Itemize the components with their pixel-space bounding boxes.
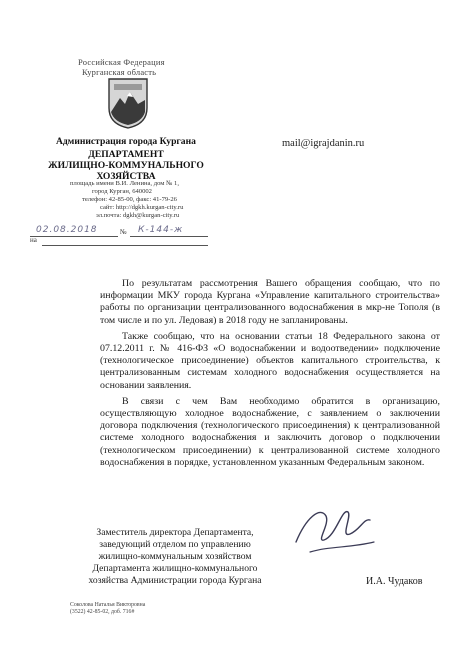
reply-to-underline xyxy=(42,245,208,246)
executor-name: Соколова Наталья Викторовна xyxy=(70,602,146,608)
reply-to-label: на xyxy=(30,236,37,244)
address-line-2: город Курган, 640002 xyxy=(92,188,152,195)
number-sign: № xyxy=(120,228,127,236)
recipient-email: mail@igrajdanin.ru xyxy=(282,138,365,149)
executor-phone: (3522) 42-85-02, доб. 716# xyxy=(70,609,135,615)
address-site: сайт: http://dgkh.kurgan-city.ru xyxy=(100,204,184,211)
date-underline xyxy=(30,236,118,237)
position-line-3: жилищно-коммунальным хозяйством xyxy=(98,551,252,562)
position-line-2: заведующий отделом по управлению xyxy=(99,539,251,550)
body-paragraph-3: В связи с чем Вам необходимо обратится в организацию, осуществляющую холодное водоснабжение, с заявлением о заключении договора подключения (технологического присоединения) к централизованной системе холодного водоснабжения и заключить договор о подключении (технологическом присоединении) к централизованной системе холодного водоснабжения в порядке, установленном указанным Федеральным законом. xyxy=(100,395,440,468)
city-coat-of-arms-icon xyxy=(106,76,150,130)
position-line-1: Заместитель директора Департамента, xyxy=(96,527,254,538)
executor-info xyxy=(70,602,145,616)
department-line-1: ДЕПАРТАМЕНТ xyxy=(88,149,164,160)
department-address xyxy=(70,180,183,220)
department-name xyxy=(26,149,226,182)
letter-body xyxy=(100,278,440,473)
position-line-5: хозяйства Администрации города Кургана xyxy=(88,575,262,586)
address-email: эл.почта: dgkh@kurgan-city.ru xyxy=(96,212,180,219)
department-line-2: ЖИЛИЩНО-КОММУНАЛЬНОГО xyxy=(48,160,204,171)
administration-title: Администрация города Кургана xyxy=(56,136,196,147)
body-paragraph-1: По результатам рассмотрения Вашего обращения сообщаю, что по информации МКУ города Кургана «Управление капитального строительства» работы по организации централизованного водоснабжения в мкр-не Тополя (в том числе и по ул. Ледовая) в 2018 году не запланированы. xyxy=(100,278,440,326)
registration-date: 02.08.2018 xyxy=(36,225,98,235)
region-name: Курганская область xyxy=(82,67,157,77)
position-line-4: Департамента жилищно-коммунального xyxy=(92,563,258,574)
handwritten-signature-icon xyxy=(290,498,380,568)
department-line-3: ХОЗЯЙСТВА xyxy=(96,171,156,182)
signatory-position xyxy=(70,527,280,587)
number-underline xyxy=(130,236,208,237)
country-name: Российская Федерация xyxy=(78,57,165,67)
registration-number: К-144-ж xyxy=(138,225,184,235)
body-paragraph-2: Также сообщаю, что на основании статьи 18 Федерального закона от 07.12.2011 г. № 416-ФЗ «О водоснабжении и водоотведении» подключение (технологическое присоединение) объектов капитального строительства, к централизованным системам холодного водоснабжения осуществляется на основании заявления. xyxy=(100,330,440,391)
address-line-1: площадь имени В.И. Ленина, дом № 1, xyxy=(70,180,179,187)
address-phone: телефон: 42-85-00, факс: 41-79-26 xyxy=(82,196,177,203)
signatory-name: И.А. Чудаков xyxy=(366,576,423,587)
